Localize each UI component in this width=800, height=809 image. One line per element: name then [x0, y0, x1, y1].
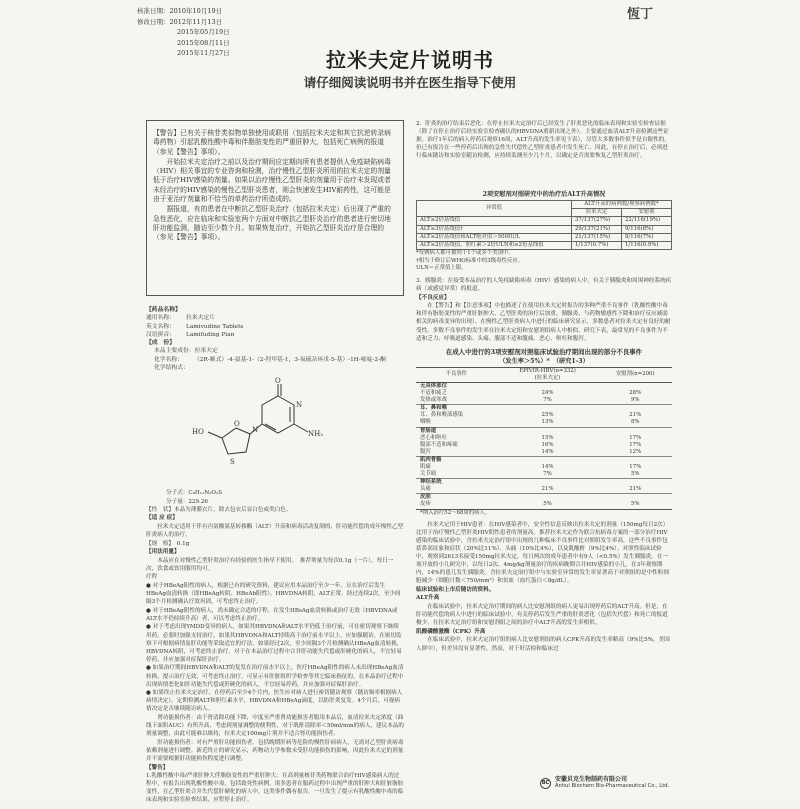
section-heading: 【用法用量】 [146, 549, 180, 556]
chem-name-row: 化学名称： （2R-顺式）-4-氨基-1-（2-羟甲基-1，3-氧硫杂环戊-5-基）-1H-嘧啶-2-酮 [154, 356, 386, 363]
revision-date: 2015年11月27日 [177, 49, 230, 57]
table-row: 发热或寒战 7% 9% [420, 397, 640, 404]
table-group-row: 肌肉骨骼 [416, 456, 672, 464]
table-row: ALT≥2倍基线值，胆红素＞2倍ULN和≥2倍基线值 1/137(0.7%) 1/116(0.9%) [417, 242, 672, 250]
table-row: 恶心和呕吐 15% 17% [420, 434, 642, 441]
section-heading: 【药品名称】 [146, 307, 181, 313]
company-name-cn: 安徽贝克生物制药有限公司 [555, 776, 628, 783]
table-notes [416, 250, 672, 273]
drug-row: 汉语拼音： Lamifuding Pian [146, 331, 235, 338]
drug-row: 英文名称： Lamivudine Tablets [146, 323, 244, 330]
table-note: *纳入治疗52～68周的病人。 [416, 509, 672, 517]
structure-label: 化学结构式： [154, 365, 189, 372]
table-group-row: 胃肠道 [416, 427, 672, 435]
body-paragraph: 2．肝炎的治疗结束后恶化：在停止拉米夫定治疗后已经发生了肝炎恶化的临床表现和实验室检查证据（除了在停止治疗后经实验室检查确认的HBVDNA重新出现之外）。主要通过血清ALT升高检测这些证据。治疗1年后的病人停药后观察16周，ALT升高的发生率见下表），尽管大多数事件似乎是自限性的，但已有报告在一些停药后出现的急性失代偿性乙型肝炎患者中发生死亡。因此，在停止治疗后，必须进行临床随访和实验室随访检测，应持续监测至少几个月，以确定是否需要恢复乙型肝炎治疗。 [416, 121, 670, 160]
revision-date: 修改日期：2012年11月13日 [137, 17, 223, 26]
right-middle [416, 277, 672, 343]
structure-atom-label: HO [192, 428, 204, 437]
section-heading: 临床试验和上市后随访的资料。 [416, 586, 495, 593]
body-paragraph: 本品应在对慢性乙型肝炎治疗有经验的医生指导下使用。 推荐剂量为每次0.1g（一片），每日一次，饮食或饮用服用均可。 [146, 557, 394, 572]
table-header-cell: 拉米夫定 [571, 209, 621, 217]
table-row: 肌痛 14% 17% [420, 463, 642, 470]
body-paragraph: 1.乳酸性酸中毒/严重肝肿大伴脂肪变性的严重肝肿大：在高剂量核苷类药物联合治疗HIV感染病人的过程中，有报告出现乳酸性酸中毒，包括致死性病例。诸多患者在服药过程中出现严重的肝肿大和肝脏脂肪变性，在乙型肝炎合并失代偿肝硬化的病人中，这类事件偶有报告。一旦发生了提示有乳酸性酸中毒的临床表现和实验室检查结果，应暂停止治疗。 [146, 773, 404, 804]
molecular-weight: 分子量：229.26 [166, 498, 208, 505]
boxed-warning [146, 120, 404, 296]
section-heading: 【适 应 症】 [146, 515, 178, 522]
structure-atom-label: N [252, 426, 259, 435]
molecular-formula: 分子式：C₈H₁₁N₃O₃S [166, 490, 223, 497]
revision-date: 2015年08月11日 [177, 38, 230, 47]
right-top [416, 120, 672, 186]
warning-paragraph: 【警告】已有关于核苷类似物单独使用或联用（包括拉米夫定和其它抗逆转录病毒药物）引起乳酸性酸中毒和伴脂肪变性的严重肝肿大，包括死亡病例的报道（参见【警告】事项）。 [153, 129, 391, 156]
brand-logo: 恆丁 [627, 7, 654, 22]
table-header-cell: 异常值 [417, 201, 572, 217]
table-group-row: 耳、鼻和喉 [416, 405, 672, 413]
body-paragraph: 在【警告】和【注意事项】中也描述了在使用拉米夫定时报告的多种严重不良事件（乳酸性酸中毒和伴有脂肪变性的严重肝脏肿大、乙型肝炎的治疗后加重、胰腺炎、与药物敏感性下降和治疗反应减弱相关的病毒变异的出现）。在慢性乙型肝炎病人中进行的临床研究显示，多数患者对拉米夫定有良好的耐受性。多数不良事件的发生率在拉米夫定组和安慰剂组病人中相似。研究下表，最常见的不良事件为不适和乏力、呼吸道感染、头痛、腹部不适和腹痛、恶心、呕吐和腹泻。 [416, 303, 671, 342]
table-note: ULN＝正常值上限。 [416, 265, 467, 272]
manufacturer [540, 776, 680, 790]
table-row: 不适和疲乏 24% 28% [420, 390, 642, 397]
structure-atom-label: O [275, 377, 281, 386]
section-heading: 【警告】 [146, 764, 169, 771]
left-body [146, 306, 404, 809]
section-heading: 【成 份】 [146, 340, 175, 347]
structure-atom-label: NH₂ [308, 430, 324, 439]
table-row: 皮疹 5% 5% [420, 501, 640, 508]
left-column [146, 120, 404, 809]
table-header-cell: EPIVIR-HBV(n=332) (拉米夫定) [497, 367, 599, 382]
composition-main: 本品主要成份：拉米夫定 [154, 348, 218, 355]
table-group-row: 神经系统 [416, 479, 672, 487]
right-column [416, 120, 672, 671]
table-header-cell: ALT升高的病例数/观察病例数* [571, 201, 671, 209]
chemical-structure-diagram [186, 374, 346, 482]
body-paragraph: 肾功能损伤者：由于肾清除功能下降，中度至严重肾功能损害者服用本品后，血清拉米夫定浓度（曲线下面积AUC）有所升高，考虑到剂量调整的便利性，对于肌酐清除率＜50ml/min的病人，建议本品的剂量调整，由此可能难以维持，拉米夫定100mg片剂并不适合肾功能损伤者。 [146, 715, 404, 738]
body-paragraph: 【性 状】本品为薄膜衣片，除去包衣后显白色或类白色。 [146, 506, 292, 513]
right-bottom [416, 521, 672, 671]
alt-elevation-table [416, 200, 672, 250]
body-paragraph: ● 对于HBeAg阳性的病人，根据已有的研究资料，建议应用本品治疗至少一年。且在治疗后发生HBeAg血清转换（即HBeAg转阴、HBeAb阳性），HBVDNA转阴，ALT正常，经过连续2次，至少间隔3个月检测确认疗效巩固，可考虑终止治疗。 [146, 583, 401, 606]
table-group-row: 皮肤 [416, 494, 672, 502]
table-header-cell: 安慰剂(n=200) [598, 367, 672, 382]
table-title: 2项安慰剂对照研究中的治疗后ALT升高情况 [482, 191, 606, 198]
body-paragraph: 3．胰腺炎：在接受本品治疗的人免疫缺陷病毒（HIV）感染的病人中，有关于胰腺炎和周围神经系统疾病（或感觉异常）的报道。 [416, 278, 672, 293]
table-row: 耳、鼻和喉部感染 25% 21% [420, 412, 642, 419]
table-row: 关节痛 7% 5% [420, 471, 640, 478]
adverse-events-table [416, 367, 672, 517]
warning-paragraph: 开始拉米夫定治疗之前以及治疗期间应定期向所有患者提供人免疫缺陷病毒（HIV）相关事宜的专业咨询和检测，治疗慢性乙型肝炎所用的拉米夫定的剂量低于治疗HIV感染的剂量。如果以治疗慢性乙型肝炎的剂量用于治疗未发现或者未经治疗的HIV感染的慢性乙型肝炎患者，则会快速发生HIV耐药性，这可能是由于亚治疗剂量和不恰当的单药治疗所造成的。 [153, 157, 391, 204]
body-paragraph: 疗程 [146, 574, 158, 581]
document-title: 拉米夫定片说明书 [326, 48, 494, 72]
company-logo-icon: BC [540, 778, 551, 789]
table-row: 腹部不适和疼痛 16% 17% [420, 441, 642, 448]
body-paragraph: 肝功能损伤者：对有严重肝功能损伤者，包括晚期肝病等危险的慢性肝病病人，无需对乙型肝炎病毒依赖剂量进行调整。新近终止的研究显示，药物动力学参数未受肝功能损伤的影响，因此拉米夫定的剂量并不需要根据肝功能损伤程度进行调整。 [146, 739, 404, 762]
body-paragraph: 在临床试验中，拉米夫定治疗组的病人比安慰剂组的病人CPK升高的发生率略高（9%比5%，美国人群中），但差异没有显著性。然而，对于肝活检和临床过 [416, 637, 670, 652]
table-row: ALT≥3倍基线值† 29/137(21%) 9/116(8%) [417, 225, 672, 233]
body-paragraph: ● 对于考虑出现YMDD变异的病人，如果其HBVDNA和ALT水平仍低于治疗前，可在密切观察下继续用药。必要时加强支持治疗。如果其HBVDNA和ALT持续高于治疗前水平以上，应加强随访。在密切监察下可根据病情及肝功能等采取适宜的疗法，如果经过2次，至少间隔3个月检测确认HBeAg血清转换，HBVDNA转阴，可考虑终止治疗。对于在本品治疗过程中合并肝功能失代偿或肝硬化的病人，不宜轻易停药，并应加强对症保肝治疗。 [146, 624, 403, 663]
table-note: †相当于修订后WHO标准中的3级毒性反应。 [416, 257, 524, 264]
drug-info [146, 306, 404, 372]
body-paragraph: 【规 格】 0.1g [146, 540, 190, 547]
table-row: 头痛 21% 21% [420, 486, 642, 493]
table-row: ALT≥2倍基线值 37/137(27%) 22/116(19%) [417, 217, 672, 225]
structure-atom-label: O [234, 420, 240, 429]
revision-date: 2015年05月19日 [177, 28, 230, 36]
table-header-cell: 不良事件 [416, 367, 497, 382]
body-paragraph: 拉米夫定适用于伴有丙氨酸氨基转移酶（ALT）升高和病毒活动复制的、肝功能代偿的成年慢性乙型肝炎病人的治疗。 [146, 523, 404, 538]
section-heading: 【不良反应】 [416, 294, 450, 301]
document-subtitle: 请仔细阅读说明书并在医生指导下使用 [303, 75, 517, 90]
revision-date: 核准日期：2010年10月19日 [137, 7, 223, 15]
structure-atom-label: N [296, 401, 303, 410]
body-paragraph: ● 如果治疗期间HBVDNA和ALT的复发在治疗前水平以上，医疗HBeAg阳性的病人未出现HBeAg血清转换，提示治疗无效，可考虑终止治疗，可显示有肝脏组织学检查等其它临床指征的，在本品治疗过程中出现病情恶化如肝功能失代偿或肝硬化的病人，不宜轻易停药，并应加强对症保肝治疗。 [146, 665, 404, 688]
section-heading: ALT升高 [416, 595, 440, 602]
section-heading: 肌酸磷酸激酶（CPK）升高 [416, 628, 486, 635]
structure-atom-label: S [230, 458, 235, 467]
drug-row: 通用名称： 拉米夫定片 [146, 315, 215, 322]
table-note: *每例病人都可被列于1个或多个类别中。 [416, 250, 514, 257]
body-paragraph: ● 如果终止拉米夫定治疗，在停药后至少4个月内，医生应对病人进行密切随访观察（随访频率根据病人病情决定），定期检测ALT和胆红素水平，HBVDNA和HBeAg滴度，以防肝炎复发。4个月后，可视病情决定是否继续随访病人。 [146, 690, 403, 713]
table-subtitle: （发生率＞5%）* （研究1-3） [499, 357, 589, 365]
body-paragraph: 在临床试验中，拉米夫定治疗期间的病人比安慰剂组的病人更易出现停药后的ALT升高。但是，在肝功能代偿的病人中进行的临床试验中，有关停药后发生严重的肝炎恶化（包括失代偿）和死亡的报道极少。在拉米夫定治疗组和安慰剂组之间的治疗中ALT升高的发生率相似。 [416, 604, 668, 627]
table-row: ALT≥2倍基线值和ALT绝对值＞500IU/L 21/137(15%) 8/116(7%) [417, 233, 672, 241]
body-paragraph: 拉米夫定用于HIV患者：在HIV感染者中，安全性信息反映出拉米夫定的剂量（150mg每日2次）比用于治疗慢性乙型肝炎HIV阴性患者的剂量高。推荐拉米夫定作为联合抗病毒方案的一部分治疗HIV感染的临床试验中，含拉米夫定治疗组中出现的几种临床不良事件比对照组发生率高，这些不良事件包括鼻部征象和症状（20%比11%）、头痛（10%比4%），以及肌酸酐（9%比4%）。对照性临床试验中，观察到2613名接受150mg拉米夫定，每日两次的成年患者中有9人（<0.5%）发生胰腺炎。在一项开放的小儿研究中，以每日2次、4mg/kg剂量治疗的疾病晚期合并HIV感染的小儿，在3年观察期内，14%的患儿发生胰腺炎。含拉米夫定治疗组中与实验室异常的发生率显著高于对照组的是中性粒细胞减少（细胞计数＜750/mm³）和贫血（血红蛋白＜8g/dL）。 [416, 521, 669, 585]
table-header-cell: 安慰剂 [621, 209, 671, 217]
table-group-row: 无具体部位 [416, 382, 672, 390]
body-paragraph: ● 对于HBeAg阴性的病人，尚未确定合适的疗程。在发生HBsAg血清转换或治疗无效（HBVDNA或ALT水平仍持续升高）者，可以考虑终止治疗。 [146, 607, 398, 622]
table-title: 在成人中进行的3项安慰剂对照临床试验治疗期间出现的部分不良事件 [445, 347, 643, 356]
company-name-en: Anhui Biochem Bio-Pharmaceutical Co., Ltd. [555, 783, 670, 789]
table-row: 腹泻 14% 12% [420, 448, 642, 455]
warning-paragraph: 据报道，有的患者在中断抗乙型肝炎治疗（包括拉米夫定）后出现了严重的急性恶化，应在临床和实验室两个方面对中断抗乙型肝炎治疗的患者进行密切地肝功能监测，随访至少数个月。如果恢复治疗，开始抗乙型肝炎治疗是合理的（参见【警告】事项）。 [153, 205, 391, 242]
table-row: 咽喉 13% 8% [420, 419, 640, 426]
